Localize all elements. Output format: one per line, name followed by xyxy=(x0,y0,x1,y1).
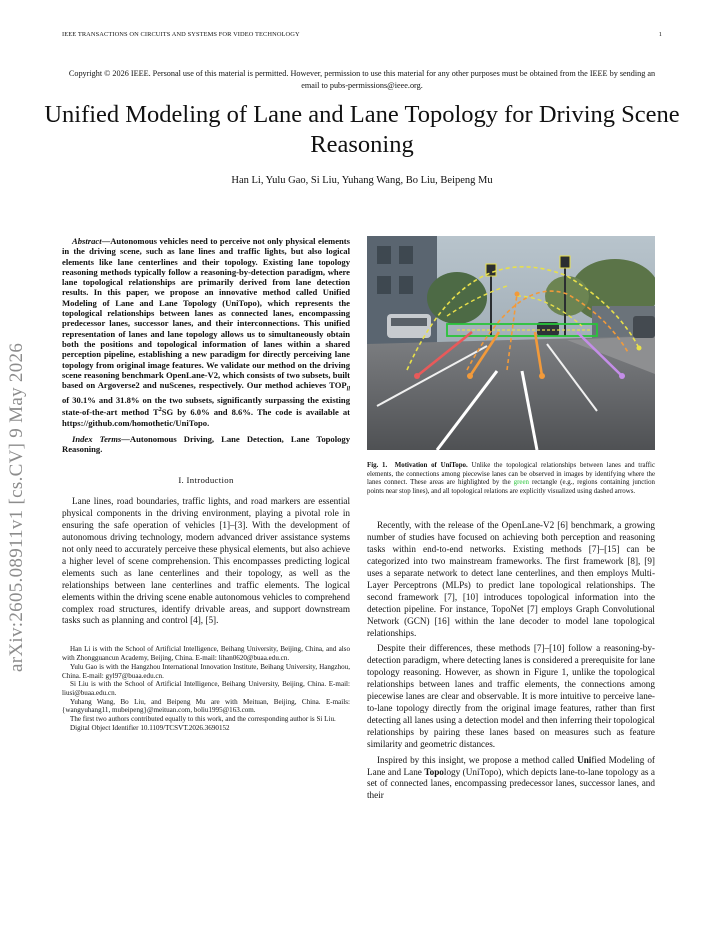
paper-title: Unified Modeling of Lane and Lane Topology for Driving Scene Reasoning xyxy=(44,101,680,158)
abstract-lead: Abstract xyxy=(72,236,102,246)
para-text: Inspired by this insight, we propose a method called xyxy=(377,754,578,765)
caption-text: Unlike the topological relationships between lanes and traffic elements, the connections among piecewise lanes can be observed in images by identifying where the lanes connect. These areas are highlighted by the xyxy=(367,462,656,487)
footnote: Si Liu is with the School of Artificial Intelligence, Beihang University, Beijing, China. E-mail: liusi@buaa.edu.cn. xyxy=(62,680,350,697)
window xyxy=(377,276,391,294)
footnotes xyxy=(62,645,350,732)
window xyxy=(399,246,413,264)
abstract-text: —Autonomous vehicles need to perceive not only physical elements in the driving scene, such as lane lines and traffic lights, but also logical elements like lane centerlines and their topology. Existing lane topology reasoning methods typically follow a reasoning-by-detection paradigm, where lane topological relationships are primarily derived from lane detection results. In this paper, we propose an innovative method called Unified Modeling of Lane and Lane Topology (UniTopo), which represents the topological relationships between lanes as connected lanes, encompassing predecessor lanes, successor lanes, and their interconnections. This unified representation of lanes and lane topology allows us to simultaneously obtain both the positions and topological information of lanes within a shared perception pipeline, establishing a new paradigm for directly perceiving lane topology from original image features. We validate our method on the driving scene reasoning benchmark OpenLane-V2, which consists of two subsets, built based on Argoverse2 and nuScenes, respectively. Our method achieves TOP xyxy=(62,236,350,391)
figure-caption xyxy=(367,462,655,496)
lane-endpoint xyxy=(539,373,545,379)
para-text: fied Modeling of Lane and Lane xyxy=(367,754,655,777)
caption-green-word: green xyxy=(513,479,529,487)
para-bold: Uni xyxy=(577,754,592,765)
lane-endpoint xyxy=(619,373,625,379)
footnote: Digital Object Identifier 10.1109/TCSVT.2026.3690152 xyxy=(70,723,230,732)
intro-paragraph: Recently, with the release of the OpenLane-V2 [6] benchmark, a growing number of studies have focused on achieving both perception and reasoning tasks within end-to-end networks. Existing methods [7]–[15] can be categorized into two mainstream frameworks. The first framework [8], [9] uses a separate network to detect lane centerlines, and then employs Multi-Layer Perceptrons (MLPs) to predict lane topological relationships. The second framework [7], [10] introduces topological information into the detection pipeline. For instance, TopoNet [7] employs Graph Convolutional Network (GCN) [16] within the lane decoder to model lane topological relationships. xyxy=(367,520,655,638)
intro-paragraph: Lane lines, road boundaries, traffic lights, and road markers are essential physical components in the driving environment, playing a pivotal role in ensuring the safe operation of vehicles [1]–[3]. With the development of autonomous driving technology, modern advanced driver assistance systems not only need to accurately perceive these physical elements, but also achieve a higher level of scene comprehension. This encompasses predicting logical elements such as lane centerlines and their topology, as well as the relationships between lane centerlines and traffic elements. The logical elements within the driving scene enable autonomous vehicles to comprehend complex road structures, identify drivable areas, and support downstream tasks such as planning and control [4], [5]. xyxy=(62,496,350,626)
footnote: Yulu Gao is with the Hangzhou International Innovation Institute, Beihang University, Hangzhou, China. E-mail: gyl97@buaa.edu.cn. xyxy=(62,662,350,680)
window xyxy=(377,246,391,264)
para-bold: Topo xyxy=(424,766,444,777)
para-text: logy (UniTopo), which depicts lane-to-lane topology as a set of connected lanes, encompassing predecessor lanes, successor lanes, and their xyxy=(367,766,655,801)
car-right xyxy=(633,316,655,338)
left-column xyxy=(62,236,350,732)
section-heading-introduction: I. Introduction xyxy=(178,474,234,485)
footnote: The first two authors contributed equally to this work, and the corresponding author is Si Liu. xyxy=(70,715,336,724)
abstract-superscript: 2 xyxy=(158,407,162,414)
intro-continued xyxy=(367,520,655,802)
lane-endpoint xyxy=(637,346,642,351)
intro-paragraph: Despite their differences, these methods [7]–[10] follow a reasoning-by-detection paradigm, where detecting lanes is considered a prerequisite for lane topology reasoning. However, as shown in Figure 1, unlike the topological relationships between lanes and traffic elements, the connections among piecewise lanes are clear and observable. It is more intuitive to perceive lane-to-lane topology directly from the original image features, rather than first detecting all lanes using a detection model and then inferring their topological relationships by pairing these lanes based on measures such as feature similarity and geometric distances. xyxy=(367,643,656,749)
abstract-text-3: SG by 6.0% and 8.6%. The code is available at https://github.com/homothetic/UniTopo. xyxy=(62,407,350,428)
car-window xyxy=(391,318,427,326)
abstract xyxy=(62,236,350,428)
traffic-light xyxy=(560,256,570,268)
lane-endpoint xyxy=(414,373,420,379)
index-terms-lead: Index Terms xyxy=(72,433,122,444)
page-number: 1 xyxy=(658,31,662,38)
footnote: Han Li is with the School of Artificial Intelligence, Beihang University, Beijing, China, and also with Zhongguancun Academy, Beijing, China. E-mail: lihan0620@buaa.edu.cn. xyxy=(62,645,350,663)
running-head xyxy=(62,31,662,38)
tree xyxy=(545,276,589,316)
journal-name: IEEE TRANSACTIONS ON CIRCUITS AND SYSTEMS FOR VIDEO TECHNOLOGY xyxy=(62,31,300,38)
driving-scene-illustration xyxy=(367,236,655,450)
lane-endpoint xyxy=(515,292,520,297)
author-list: Han Li, Yulu Gao, Si Liu, Yuhang Wang, Bo Liu, Beipeng Mu xyxy=(231,175,493,186)
copyright-notice: Copyright © 2026 IEEE. Personal use of this material is permitted. However, permission to use this material for any other purposes must be obtained from the IEEE by sending an email to pubs-permissions@ieee.org. xyxy=(68,69,656,90)
abstract-text-2: of 30.1% and 31.8% on the two subsets, significantly surpassing the existing state-of-the-art method T xyxy=(62,395,350,418)
lane-endpoint xyxy=(467,373,473,379)
index-terms xyxy=(62,434,350,455)
figure-1-driving-scene xyxy=(367,236,655,450)
intro-paragraph xyxy=(367,755,655,803)
caption-title: Motivation of UniTopo. xyxy=(394,462,468,469)
arxiv-stamp: arXiv:2605.08911v1 [cs.CV] 9 May 2026 xyxy=(6,342,27,672)
abstract-metric-subscript: ll xyxy=(346,386,350,393)
caption-text-2: rectangle (e.g., regions containing junction points near stop lines), and all topological relations are explicitly visualized using dashed arrows. xyxy=(367,479,655,495)
footnote: Yuhang Wang, Bo Liu, and Beipeng Mu are with Meituan, Beijing, China. E-mails: {wangyuhang11, mubeipeng}@meituan.com, boliu1995@163.com. xyxy=(62,697,350,715)
index-terms-text: —Autonomous Driving, Lane Detection, Lane Topology Reasoning. xyxy=(62,433,351,455)
right-column xyxy=(367,236,655,802)
window xyxy=(399,276,413,294)
caption-label: Fig. 1. xyxy=(367,462,388,469)
